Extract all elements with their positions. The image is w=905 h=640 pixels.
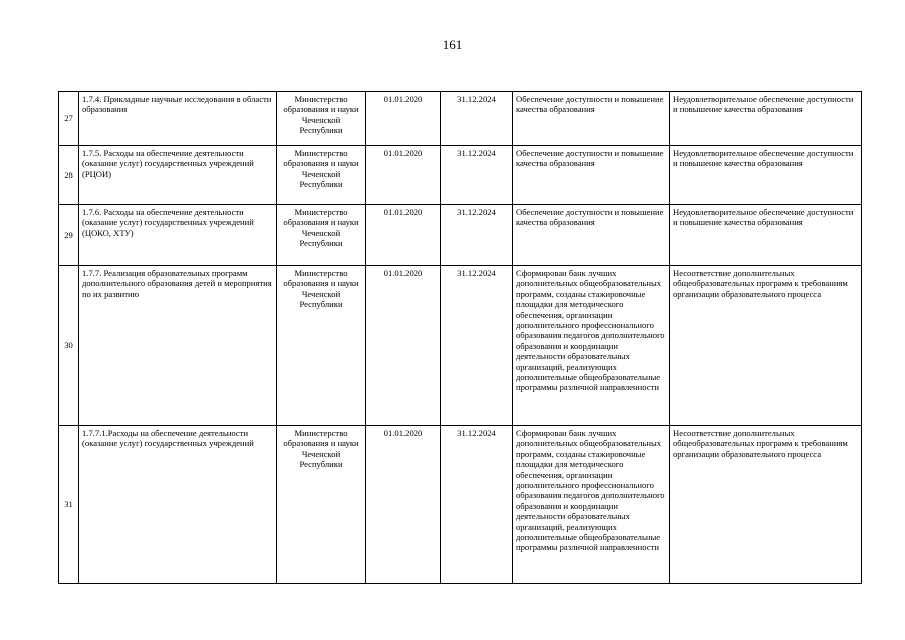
non-implementation-consequence: Неудовлетворительное обеспечение доступности и повышение качества образования: [670, 92, 862, 146]
end-date: 31.12.2024: [441, 426, 513, 584]
table-row: [59, 205, 862, 266]
start-date: 01.01.2020: [366, 146, 441, 205]
expected-result: Обеспечение доступности и повышение качества образования: [513, 146, 670, 205]
start-date: 01.01.2020: [366, 205, 441, 266]
page-number: 161: [442, 37, 463, 52]
non-implementation-consequence: Несоответствие дополнительных общеобразовательных программ к требованиям организации образовательного процесса: [670, 426, 862, 584]
program-activities-table: [58, 91, 862, 584]
table-row: [59, 426, 862, 584]
end-date: 31.12.2024: [441, 92, 513, 146]
activity-name: 1.7.7.1.Расходы на обеспечение деятельности (оказание услуг) государственных учреждений: [79, 426, 277, 584]
end-date: 31.12.2024: [441, 146, 513, 205]
row-number: 27: [59, 92, 79, 146]
executor: Министерство образования и науки Чеченской Республики: [277, 205, 366, 266]
table-row: [59, 92, 862, 146]
start-date: 01.01.2020: [366, 92, 441, 146]
activity-name: 1.7.6. Расходы на обеспечение деятельности (оказание услуг) государственных учреждений (ЦОКО, ХТУ): [79, 205, 277, 266]
non-implementation-consequence: Несоответствие дополнительных общеобразовательных программ к требованиям организации образовательного процесса: [670, 266, 862, 426]
row-number: 29: [59, 205, 79, 266]
executor: Министерство образования и науки Чеченской Республики: [277, 426, 366, 584]
expected-result: Сформирован банк лучших дополнительных общеобразовательных программ, созданы стажировочные площадки для методического обеспечения, организации дополнительного профессионального образования педагогов дополнительного образования и координации деятельности образовательных организаций, реализующих дополнительные общеобразовательные программы различной направленности: [513, 426, 670, 584]
executor: Министерство образования и науки Чеченской Республики: [277, 146, 366, 205]
row-number: 28: [59, 146, 79, 205]
table-row: [59, 146, 862, 205]
executor: Министерство образования и науки Чеченской Республики: [277, 92, 366, 146]
end-date: 31.12.2024: [441, 266, 513, 426]
expected-result: Обеспечение доступности и повышение качества образования: [513, 205, 670, 266]
non-implementation-consequence: Неудовлетворительное обеспечение доступности и повышение качества образования: [670, 205, 862, 266]
expected-result: Сформирован банк лучших дополнительных общеобразовательных программ, созданы стажировочные площадки для методического обеспечения, организации дополнительного профессионального образования педагогов дополнительного образования и координации деятельности образовательных организаций, реализующих дополнительные общеобразовательные программы различной направленности: [513, 266, 670, 426]
row-number: 31: [59, 426, 79, 584]
activity-name: 1.7.7. Реализация образовательных программ дополнительного образования детей и мероприятия по их развитию: [79, 266, 277, 426]
activity-name: 1.7.5. Расходы на обеспечение деятельности (оказание услуг) государственных учреждений (РЦОИ): [79, 146, 277, 205]
executor: Министерство образования и науки Чеченской Республики: [277, 266, 366, 426]
table-row: [59, 266, 862, 426]
non-implementation-consequence: Неудовлетворительное обеспечение доступности и повышение качества образования: [670, 146, 862, 205]
row-number: 30: [59, 266, 79, 426]
expected-result: Обеспечение доступности и повышение качества образования: [513, 92, 670, 146]
activity-name: 1.7.4. Прикладные научные исследования в области образования: [79, 92, 277, 146]
start-date: 01.01.2020: [366, 426, 441, 584]
start-date: 01.01.2020: [366, 266, 441, 426]
end-date: 31.12.2024: [441, 205, 513, 266]
